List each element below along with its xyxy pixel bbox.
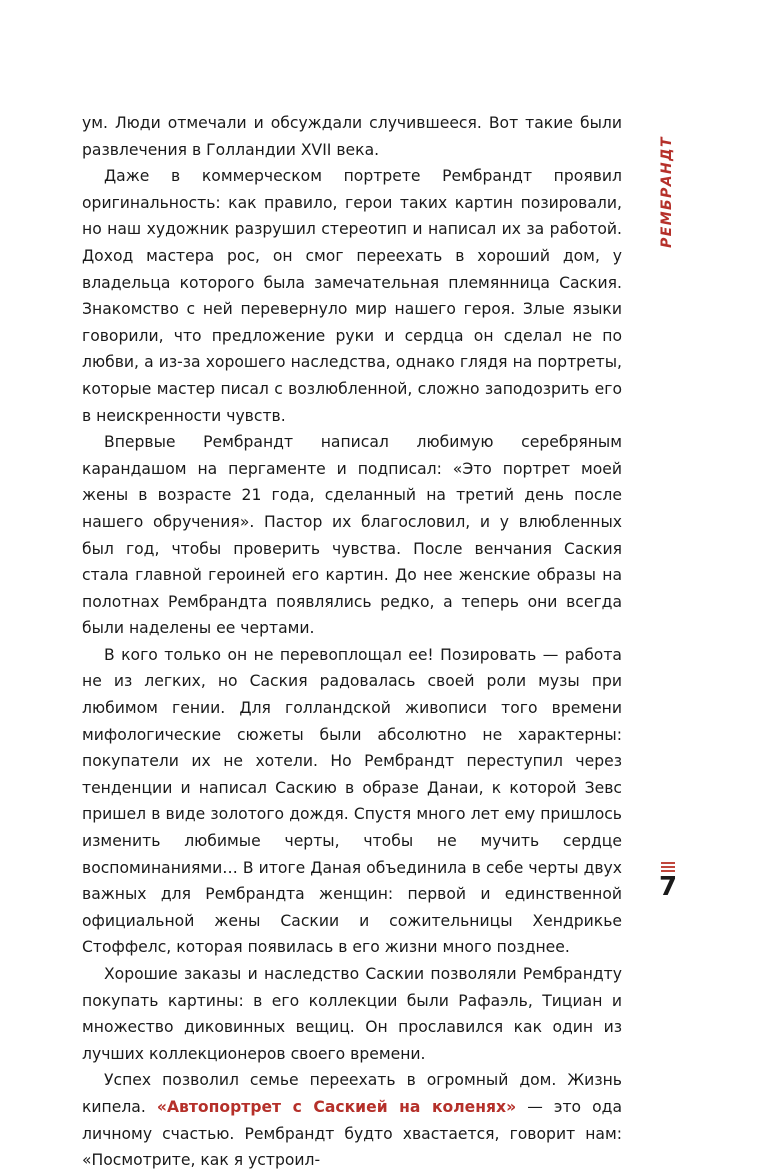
paragraph: В кого только он не перевоплощал ее! Позировать — работа не из легких, но Саския радовалась своей роли музы при любимом гении. Для голландской живописи того времени мифологические сюжеты были абсолютно не характерны: покупатели их не хотели. Но Рембрандт переступил через тенденции и написал Саскию в образе Данаи, к которой Зевс пришел в виде золотого дождя. Спустя много лет ему пришлось изменить любимые черты, чтобы не мучить сердце воспоминаниями… В итоге Даная объединила в себе черты двух важных для Рембрандта женщин: первой и единственной официальной жены Саскии и сожительницы Хендрикье Стоффелс, которая появилась в его жизни много позднее. (82, 645, 622, 957)
paragraph (82, 1067, 622, 1173)
page-number: 7 (658, 872, 678, 902)
paragraph: ум. Люди отмечали и обсуждали случившееся. Вот такие были развлечения в Голландии XVII века. (82, 114, 622, 159)
paragraph-text: Успех позволил семье переехать в огромный дом. Жизнь кипела. (82, 1071, 622, 1116)
running-head-text: РЕМБРАНДТ (659, 136, 675, 248)
paragraph: Хорошие заказы и наследство Саскии позволяли Рембрандту покупать картины: в его коллекции были Рафаэль, Тициан и множество диковинных вещиц. Он прославился как один из лучших коллекционеров своего времени. (82, 965, 622, 1063)
body-text (82, 110, 622, 1174)
running-head (652, 132, 682, 252)
paragraph-text: — это ода личному счастью. Рембрандт будто хвастается, говорит нам: «Посмотрите, как я устроил- (82, 1097, 622, 1170)
paragraph: Впервые Рембрандт написал любимую серебряным карандашом на пергаменте и подписал: «Это портрет моей жены в возрасте 21 года, сделанный на третий день после нашего обручения». Пастор их благословил, и у влюбленных был год, чтобы проверить чувства. После венчания Саския стала главной героиней его картин. До нее женские образы на полотнах Рембрандта появлялись редко, а теперь они всегда были наделены ее чертами. (82, 433, 622, 638)
painting-title: «Автопортрет с Саскией на коленях» (156, 1097, 517, 1116)
paragraph: Даже в коммерческом портрете Рембрандт проявил оригинальность: как правило, герои таких картин позировали, но наш художник разрушил стереотип и написал их за работой. Доход мастера рос, он смог переехать в хороший дом, у владельца которого была замечательная племянница Саския. Знакомство с ней перевернуло мир нашего героя. Злые языки говорили, что предложение руки и сердца он сделал не по любви, а из-за хорошего наследства, однако глядя на портреты, которые мастер писал с возлюбленной, сложно заподозрить его в неискренности чувств. (82, 167, 622, 425)
